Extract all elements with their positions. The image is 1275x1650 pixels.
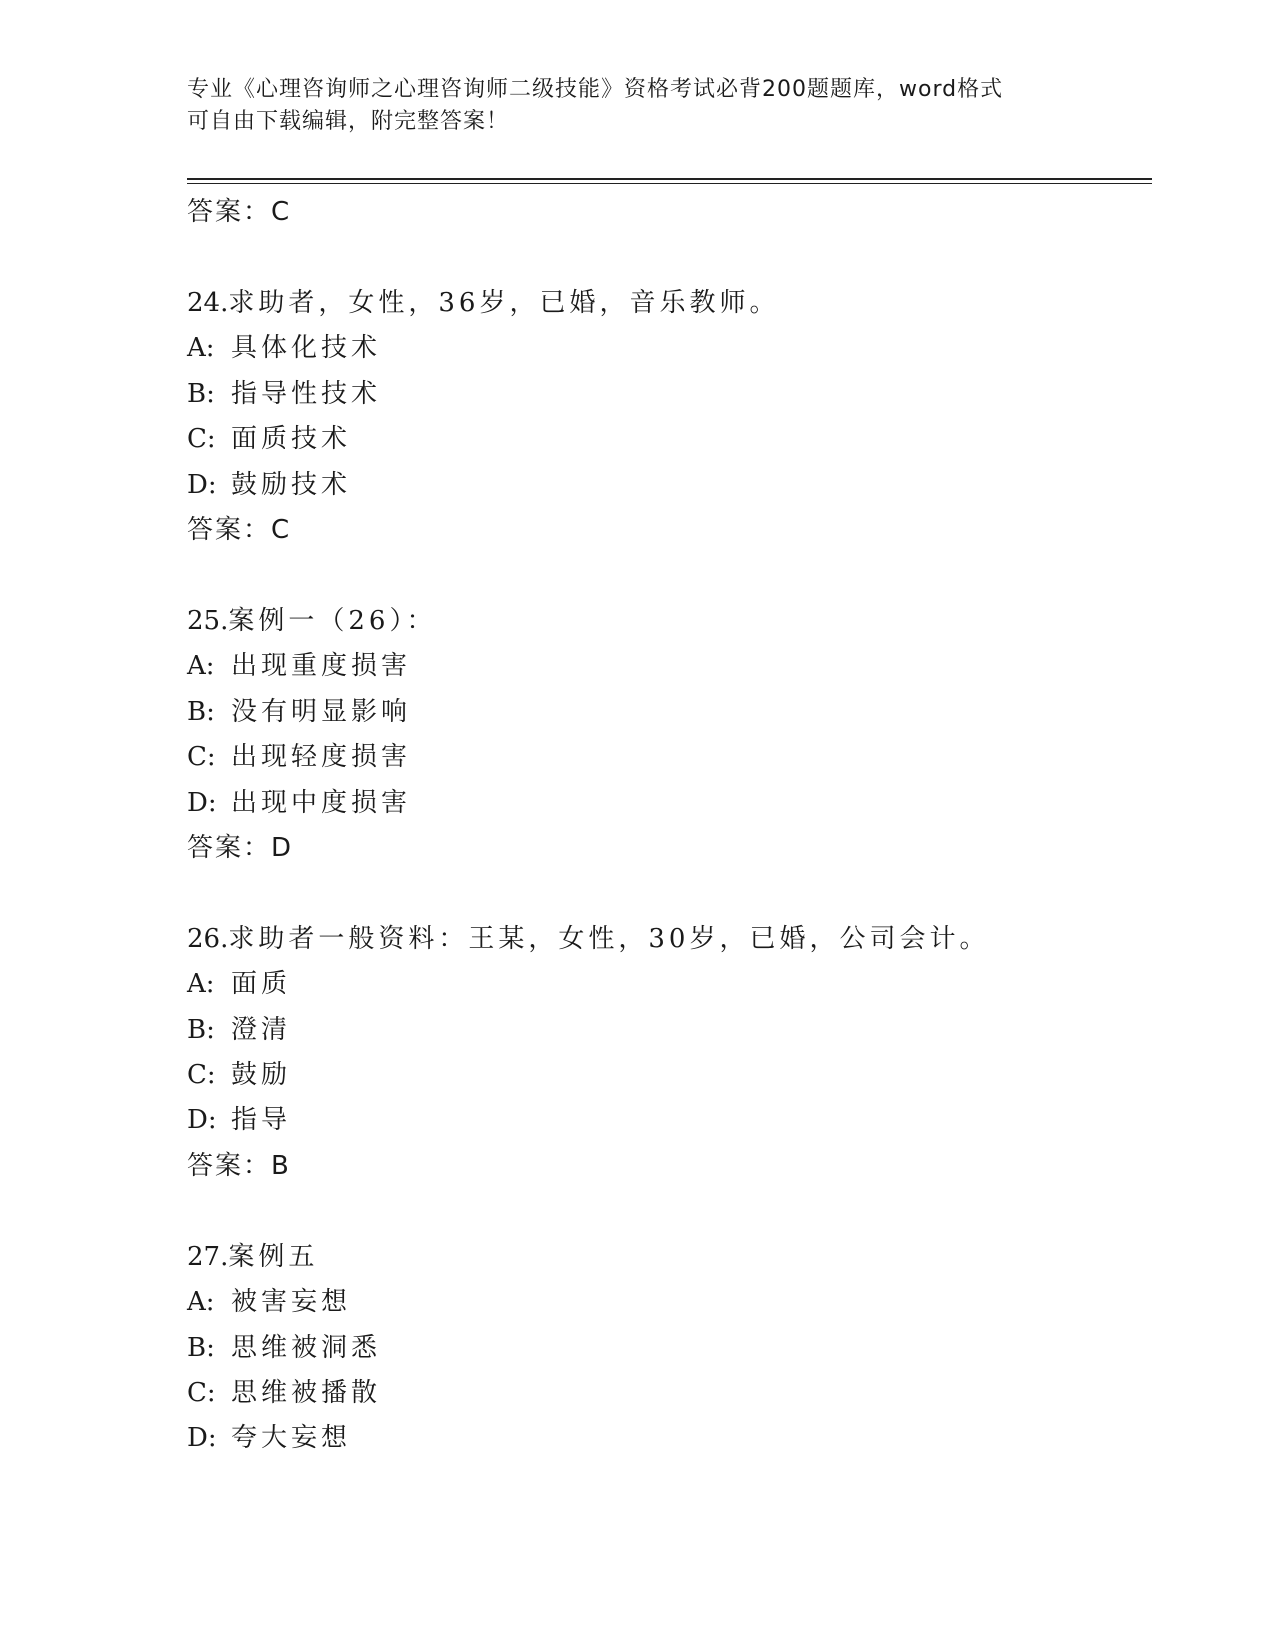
option-text: 具体化技术 — [231, 333, 382, 364]
option-text: 指导 — [231, 1105, 292, 1136]
answer-line: 答案：D — [187, 832, 294, 863]
option-letter: B: — [187, 696, 215, 727]
question-24 — [187, 281, 1147, 599]
option-letter: D: — [187, 787, 217, 818]
option-text: 夸大妄想 — [231, 1423, 352, 1454]
option-b — [187, 1008, 1147, 1053]
option-text: 鼓励 — [231, 1060, 292, 1091]
question-27 — [187, 1235, 1147, 1462]
option-text: 面质技术 — [231, 424, 352, 455]
answer-line: 答案：C — [187, 197, 292, 227]
answer-line: 答案：B — [187, 1150, 291, 1181]
document-header — [187, 74, 1067, 138]
question-25 — [187, 599, 1147, 917]
option-letter: A: — [187, 969, 215, 1000]
option-letter: C: — [187, 1060, 216, 1091]
option-letter: D: — [187, 1105, 217, 1136]
option-letter: B: — [187, 1014, 215, 1045]
header-line-2: 可自由下载编辑，附完整答案！ — [187, 109, 510, 134]
header-line-1: 专业《心理咨询师之心理咨询师二级技能》资格考试必背200题题库，word格式 — [187, 77, 1004, 102]
option-text: 出现重度损害 — [231, 651, 412, 682]
option-text: 思维被播散 — [231, 1378, 382, 1409]
question-stem — [187, 1235, 1147, 1280]
spacer — [187, 234, 1147, 281]
question-text: 案例五 — [228, 1241, 319, 1272]
option-text: 被害妄想 — [231, 1287, 352, 1318]
question-number: 24. — [187, 288, 229, 318]
option-b — [187, 690, 1147, 735]
option-text: 鼓励技术 — [231, 469, 352, 500]
option-c — [187, 735, 1147, 780]
option-text: 出现轻度损害 — [231, 742, 412, 773]
option-d — [187, 1098, 1147, 1143]
option-letter: A: — [187, 1287, 215, 1318]
option-c — [187, 1053, 1147, 1098]
option-a — [187, 962, 1147, 1007]
question-number: 26. — [187, 923, 229, 954]
option-letter: C: — [187, 1378, 216, 1409]
question-26 — [187, 917, 1147, 1235]
option-letter: B: — [187, 1332, 215, 1363]
option-c — [187, 1371, 1147, 1416]
option-a — [187, 326, 1147, 371]
option-d — [187, 1416, 1147, 1461]
spacer — [187, 870, 1147, 917]
option-text: 思维被洞悉 — [231, 1332, 382, 1363]
spacer — [187, 1188, 1147, 1235]
question-number: 25. — [187, 605, 229, 636]
question-stem — [187, 917, 1147, 962]
option-text: 没有明显影响 — [231, 696, 412, 727]
option-letter: A: — [187, 333, 215, 364]
option-c — [187, 417, 1147, 462]
option-d — [187, 781, 1147, 826]
option-a — [187, 644, 1147, 689]
question-stem — [187, 599, 1147, 644]
option-a — [187, 1280, 1147, 1325]
option-text: 指导性技术 — [231, 378, 382, 409]
option-b — [187, 1326, 1147, 1371]
question-text: 求助者，女性，36岁，已婚，音乐教师。 — [228, 288, 780, 318]
question-list — [187, 190, 1147, 1462]
option-text: 澄清 — [231, 1014, 292, 1045]
option-letter: B: — [187, 378, 215, 409]
header-divider-thick — [187, 178, 1152, 180]
option-b — [187, 372, 1147, 417]
option-letter: D: — [187, 1423, 217, 1454]
option-letter: C: — [187, 424, 216, 455]
question-stem — [187, 281, 1147, 326]
option-d — [187, 463, 1147, 508]
question-text: 案例一（26）： — [228, 605, 437, 636]
option-text: 面质 — [231, 969, 292, 1000]
option-text: 出现中度损害 — [231, 787, 412, 818]
option-letter: A: — [187, 651, 215, 682]
spacer — [187, 552, 1147, 599]
option-letter: D: — [187, 469, 217, 500]
answer-line: 答案：C — [187, 514, 292, 545]
question-text: 求助者一般资料：王某，女性，30岁，已婚，公司会计。 — [228, 923, 990, 954]
option-letter: C: — [187, 742, 216, 773]
question-number: 27. — [187, 1241, 229, 1272]
header-divider-thin — [187, 183, 1152, 184]
